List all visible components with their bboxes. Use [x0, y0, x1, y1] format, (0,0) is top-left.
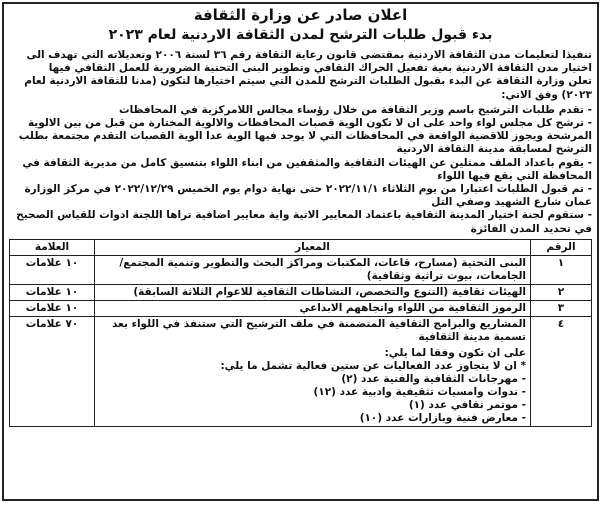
intro-paragraph-2: تعلن وزارة الثقافة عن البدء بقبول الطلبات الترشح للمدن التي سيتم اختيارها لتكون (مدنا للثقافة الاردنية لعام ٢٠٢٣) وفق الاتي: — [24, 75, 592, 101]
condition-item: - يقوم باعداد الملف ممثلين عن الهيئات الثقافية والمثقفين من ابناء اللواء بتنسيق كامل من مديرية الثقافة في المحافظة التي يقع فيها اللواء — [9, 157, 592, 183]
row-criterion — [95, 316, 531, 426]
header-number: الرقم — [531, 239, 592, 255]
row4-star-note: * ان لا يتجاوز عدد الفعاليات عن ستين فعالية تشمل ما يلي: — [220, 359, 526, 372]
announcement-subtitle: بدء قبول طلبات الترشح لمدن الثقافة الاردنية لعام ٢٠٢٣ — [108, 27, 493, 43]
header-criterion: المعيار — [95, 239, 531, 255]
announcement-title: اعلان صادر عن وزارة الثقافة — [193, 6, 408, 24]
row-number: ٢ — [531, 284, 592, 300]
row-number: ٤ — [531, 316, 592, 426]
table-row — [10, 300, 592, 316]
row-grade: ١٠ علامات — [10, 300, 95, 316]
condition-item: - ترشح كل مجلس لواء واحد على ان لا تكون الوية قصبات المحافظات والالوية المختارة من قبل من بين الالوية المرشحة ويجوز للاقضية الواقعة في المحافظات التي لا يوجد فيها الوية عدا الوية القصبات التقدم مجتمعة بطلب الترشح لمسابقة مدينة الثقافة الاردنية — [9, 117, 592, 157]
condition-item: - تم قبول الطلبات اعتبارا من يوم الثلاثاء ٢٠٢٢/١١/١ حتى نهاية دوام يوم الخميس ٢٠٢٢/١٢/٢٩ في مركز الوزارة عمان شارع الشهيد وصفي التل — [9, 183, 592, 209]
row4-note: على ان تكون وفقا لما يلي: — [384, 346, 526, 359]
row-grade: ١٠ علامات — [10, 255, 95, 284]
row4-sub-item: - معارض فنية وبازارات عدد (١٠) — [359, 411, 526, 424]
condition-item: - تقدم طلبات الترشيح باسم وزير الثقافة من خلال رؤساء مجالس اللامركزية في المحافظات — [9, 104, 592, 117]
condition-item: - ستقوم لجنة اختيار المدينة الثقافية باعتماد المعايير الاتية واية معايير اضافية تراها اللجنة ادوات للقياس الصحيح في تحديد المدن الفائزة — [9, 209, 592, 235]
announcement-content — [4, 4, 597, 427]
row-grade: ١٠ علامات — [10, 284, 95, 300]
header-grade: العلامة — [10, 239, 95, 255]
row4-sub-item: - مهرجانات الثقافية والفنية عدد (٢) — [341, 372, 526, 385]
row-criterion: الهيئات ثقافية (التنوع والتخصص، النشاطات الثقافية للاعوام الثلاثة السابقة) — [95, 284, 531, 300]
table-row — [10, 316, 592, 426]
row4-criterion-text: المشاريع والبرامج الثقافية المتضمنة في ملف الترشيح التي ستنفذ في اللواء بعد تسمية مدينة الثقافية — [111, 317, 526, 343]
row-number: ٣ — [531, 300, 592, 316]
row4-sub-item: - موتمر ثقافي عدد (١) — [408, 398, 526, 411]
table-row — [10, 255, 592, 284]
row-criterion: الرموز الثقافية من اللواء واتجاههم الابداعي — [95, 300, 531, 316]
row-number: ١ — [531, 255, 592, 284]
conditions-list — [9, 104, 592, 236]
announcement-frame — [2, 2, 599, 501]
row-grade: ٧٠ علامات — [10, 316, 95, 426]
criteria-header-row — [10, 239, 592, 255]
intro-paragraph-1: تنفيذا لتعليمات مدن الثقافة الاردنية بمقتضى قانون رعاية الثقافة رقم ٣٦ لسنة ٢٠٠٦ وتعديلاته التي تهدف الى اختيار مدن الثقافة الاردنية بغية تفعيل الحراك الثقافي وتطوير البنى التحتية الضرورية للعمل الثقافي فيها — [26, 49, 592, 75]
row-criterion: البنى التحتية (مسارح، قاعات، المكتبات ومراكز البحث والتطوير وتنمية المجتمع/ الجامعات، بيوت تراثية وثقافية) — [95, 255, 531, 284]
table-row — [10, 284, 592, 300]
row4-sub-item: - ندوات وامسيات تثقيفية وادبية عدد (١٢) — [313, 385, 526, 398]
criteria-table — [9, 239, 592, 427]
